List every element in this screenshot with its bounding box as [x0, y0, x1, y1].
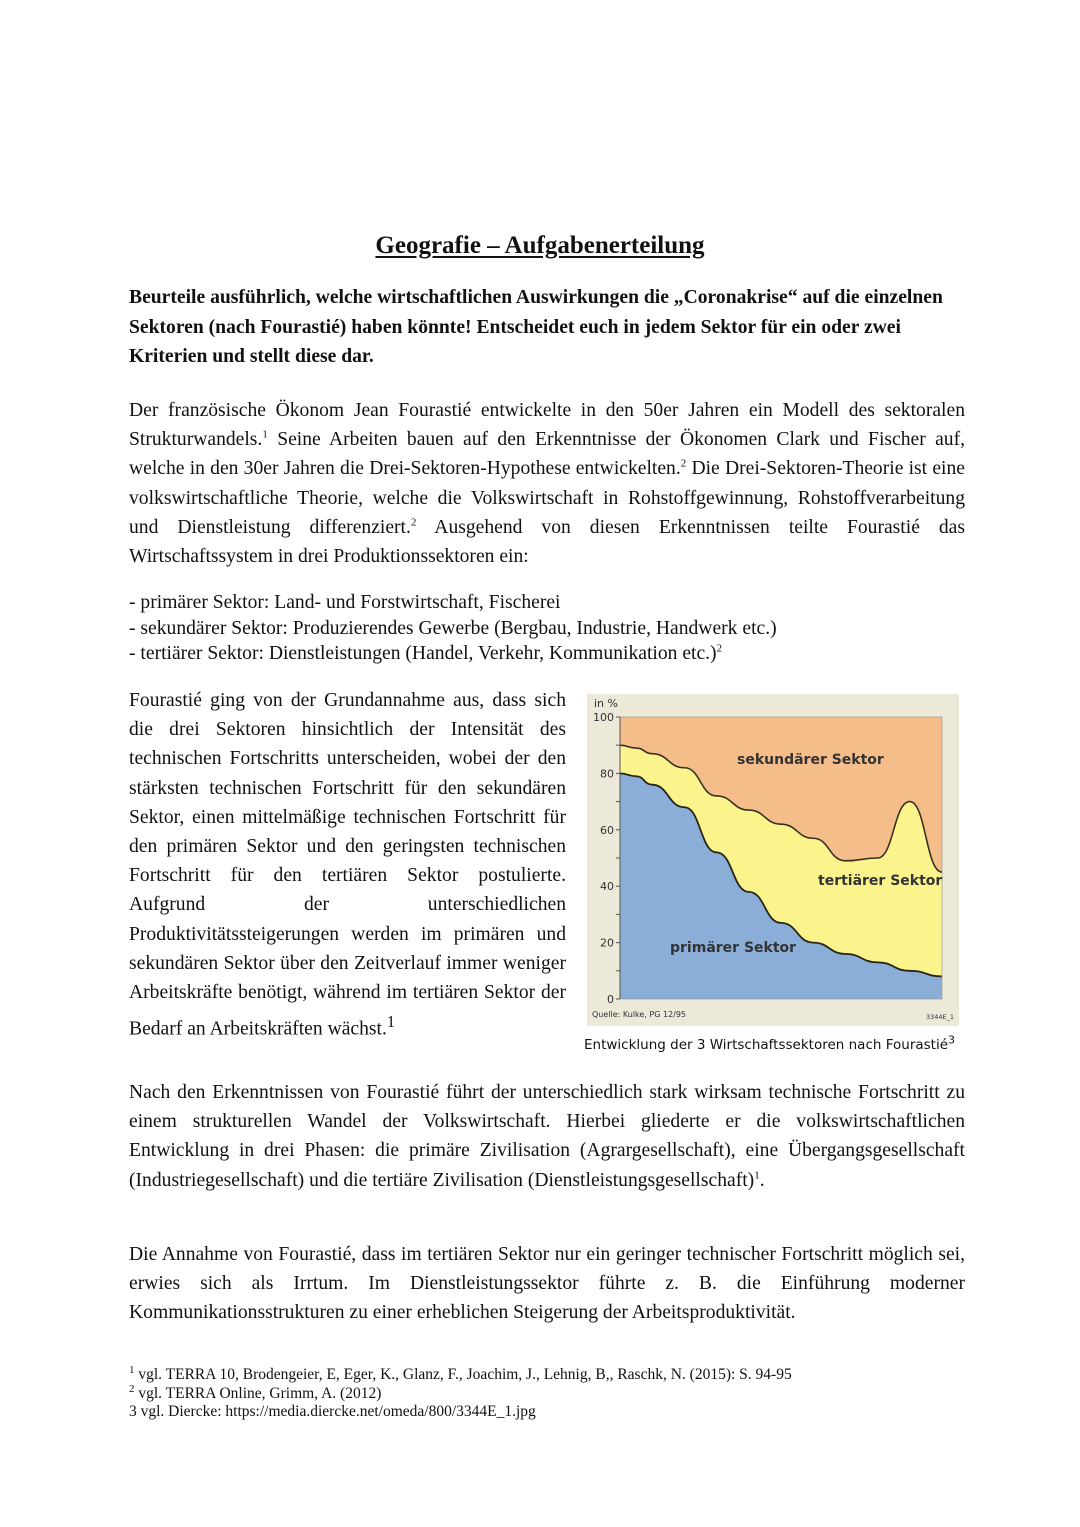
side-text: Fourastié ging von der Grundannahme aus, dass sich die drei Sektoren hinsichtlich der Intensität des technischen Fortschritts unterscheiden, wobei der den stärksten technischen Fortschritt für den sekundären Sektor, einen mittelmäßige technischen Fortschritt für den primären Sektor und den geringsten technischen Fortschritt für den tertiären Sektor postulierte. Aufgrund der unterschiedlichen Produktivitätssteigerungen werden im primären und sekundären Sektor über den Zeitverlauf immer weniger Arbeitskräfte benötigt, während im tertiären Sektor der Bedarf an Arbeitskräften wächst. [129, 690, 566, 1040]
page-title: Geografie – Aufgabenerteilung [375, 232, 705, 259]
task-instruction: Beurteile ausführlich, welche wirtschaftlichen Auswirkungen die „Coronakrise“ auf die einzelnen Sektoren (nach Fourastié) haben könnte! Entscheidet euch in jedem Sektor für ein oder zwei Kriterien und stellt diese dar. [129, 287, 943, 367]
y-tick-label: 20 [600, 936, 614, 950]
conclusion-paragraph: Die Annahme von Fourastié, dass im tertiären Sektor nur ein geringer technischer Fortschritt möglich sei, erwies sich als Irrtum. Im Dienstleistungssektor führte z. B. die Einführung moderner Kommunikationsstrukturen zu einer erheblichen Steigerung der Arbeitsproduktivität. [129, 1244, 965, 1324]
y-tick-label: 100 [593, 711, 614, 724]
secondary-sector-label: sekundärer Sektor [737, 752, 884, 768]
footnote-number: 1 [129, 1363, 135, 1376]
list-item: - primärer Sektor: Land- und Forstwirtschaft, Fischerei [129, 592, 561, 613]
footnote-text: vgl. TERRA 10, Brodengeier, E, Eger, K., Glanz, F., Joachim, J., Lehnig, B,, Raschk, N. (2015): S. 94-95 [134, 1366, 792, 1383]
y-tick-label: 0 [607, 993, 614, 1006]
y-tick-label: 80 [600, 767, 614, 781]
chart-caption [584, 1033, 964, 1053]
footnote: 3 vgl. Diercke: https://media.diercke.net/omeda/800/3344E_1.jpg [129, 1403, 536, 1420]
chart-caption-text: Entwicklung der 3 Wirtschaftssektoren nach Fourastié [584, 1037, 949, 1053]
footnote [129, 1363, 969, 1385]
chart-code: 3344E_1 [926, 1013, 955, 1021]
sector-chart [587, 694, 959, 1026]
footnote-ref: 1 [386, 1012, 396, 1032]
phases-paragraph [129, 1078, 965, 1195]
footnote-ref: 1 [754, 1169, 760, 1182]
phases-end: . [759, 1169, 765, 1191]
intro-paragraph [129, 396, 965, 571]
sector-list [129, 590, 965, 667]
footnote-ref: 2 [680, 457, 687, 470]
footnote-number: 2 [129, 1382, 135, 1395]
y-axis-label: in % [594, 697, 618, 710]
footnote-text: vgl. TERRA Online, Grimm, A. (2012) [134, 1384, 382, 1402]
phases-text: Nach den Erkenntnissen von Fourastié führt der unterschiedlich stark wirksam technische Fortschritt zu einem strukturellen Wandel der Volkswirtschaft. Hierbei gliederte er die volkswirtschaftlichen Entwicklung in drei Phasen: die primäre Zivilisation (Agrargesellschaft), eine Übergangsgesellschaft (Industriegesellschaft) und die tertiäre Zivilisation (Dienstleistungsgesellschaft) [129, 1082, 965, 1191]
primary-sector-label: primärer Sektor [670, 940, 797, 956]
tertiary-sector-label: tertiärer Sektor [818, 873, 943, 889]
y-tick-label: 60 [600, 823, 614, 837]
intro-text-3: Die Drei-Sektoren-Theorie ist eine volkswirtschaftliche Theorie, welche die Volkswirtschaft in Rohstoffgewinnung, Rohstoffverarbeitung und Dienstleistung differenziert. [129, 458, 965, 538]
y-tick-label: 40 [600, 880, 614, 894]
list-item: - sekundärer Sektor: Produzierendes Gewerbe (Bergbau, Industrie, Handwerk etc.) [129, 617, 777, 639]
side-paragraph [129, 686, 566, 1044]
intro-text-2: Seine Arbeiten bauen auf den Erkenntnisse der Ökonomen Clark und Fischer auf, welche in den 30er Jahren die Drei-Sektoren-Hypothese entwickelten. [129, 429, 965, 480]
chart-source: Quelle: Kulke, PG 12/95 [592, 1010, 687, 1019]
footnote-ref: 2 [716, 642, 723, 655]
list-item-text: - tertiärer Sektor: Dienstleistungen (Handel, Verkehr, Kommunikation etc.) [129, 643, 717, 664]
footnote-ref: 2 [410, 516, 417, 529]
footnotes [129, 1363, 969, 1422]
footnote-ref: 3 [948, 1033, 956, 1047]
footnote [129, 1382, 969, 1404]
intro-text-1: Der französische Ökonom Jean Fourastié entwickelte in den 50er Jahren ein Modell des sektoralen Strukturwandels. [129, 400, 965, 451]
intro-text-4: Ausgehend von diesen Erkenntnissen teilte Fourastié das Wirtschaftssystem in drei Produktionssektoren ein: [129, 516, 965, 568]
list-item [129, 641, 965, 667]
footnote-ref: 1 [262, 428, 268, 441]
